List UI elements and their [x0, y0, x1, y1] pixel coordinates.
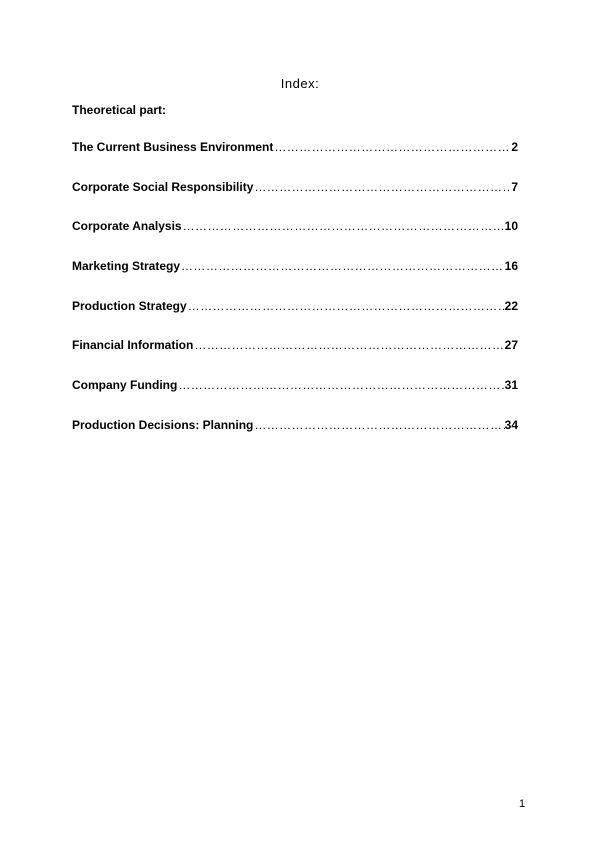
toc-entry-label: The Current Business Environment: [72, 140, 274, 154]
toc-entry-label: Production Decisions: Planning: [72, 417, 254, 432]
page-number: 1: [519, 798, 526, 810]
toc-entry: [72, 140, 518, 180]
toc-entry: [72, 259, 518, 299]
toc-entry-label: Marketing Strategy: [72, 259, 181, 274]
toc-entry: [72, 299, 518, 339]
toc-entry-label: Production Strategy: [72, 298, 187, 313]
toc-leader-dots: [180, 259, 505, 273]
toc-leader-dots: [177, 378, 504, 392]
toc-entry-page: 16: [504, 259, 518, 274]
toc-entry: [72, 338, 518, 378]
toc-entry-page: 27: [504, 338, 518, 353]
toc-entry: [72, 180, 518, 220]
toc-entry: [72, 378, 518, 418]
toc-entry-page: 34: [504, 417, 518, 432]
toc-entry-label: Financial Information: [72, 338, 194, 353]
index-title: Index:: [280, 76, 320, 91]
toc-entry-label: Corporate Analysis: [72, 219, 182, 234]
table-of-contents: [72, 140, 518, 458]
toc-entry-page: 10: [504, 219, 518, 234]
toc-leader-dots: [187, 299, 505, 313]
toc-entry-page: 2: [511, 140, 518, 154]
toc-leader-dots: [253, 418, 504, 432]
section-heading: Theoretical part:: [72, 103, 167, 117]
toc-entry-page: 22: [504, 298, 518, 313]
toc-leader-dots: [253, 180, 511, 194]
toc-leader-dots: [273, 140, 511, 154]
toc-leader-dots: [182, 219, 505, 233]
toc-entry-label: Company Funding: [72, 378, 178, 393]
toc-leader-dots: [193, 338, 504, 352]
toc-entry-page: 7: [511, 179, 518, 194]
toc-entry: [72, 418, 518, 458]
toc-entry-page: 31: [504, 378, 518, 393]
toc-entry: [72, 219, 518, 259]
toc-entry-label: Corporate Social Responsibility: [72, 179, 254, 194]
